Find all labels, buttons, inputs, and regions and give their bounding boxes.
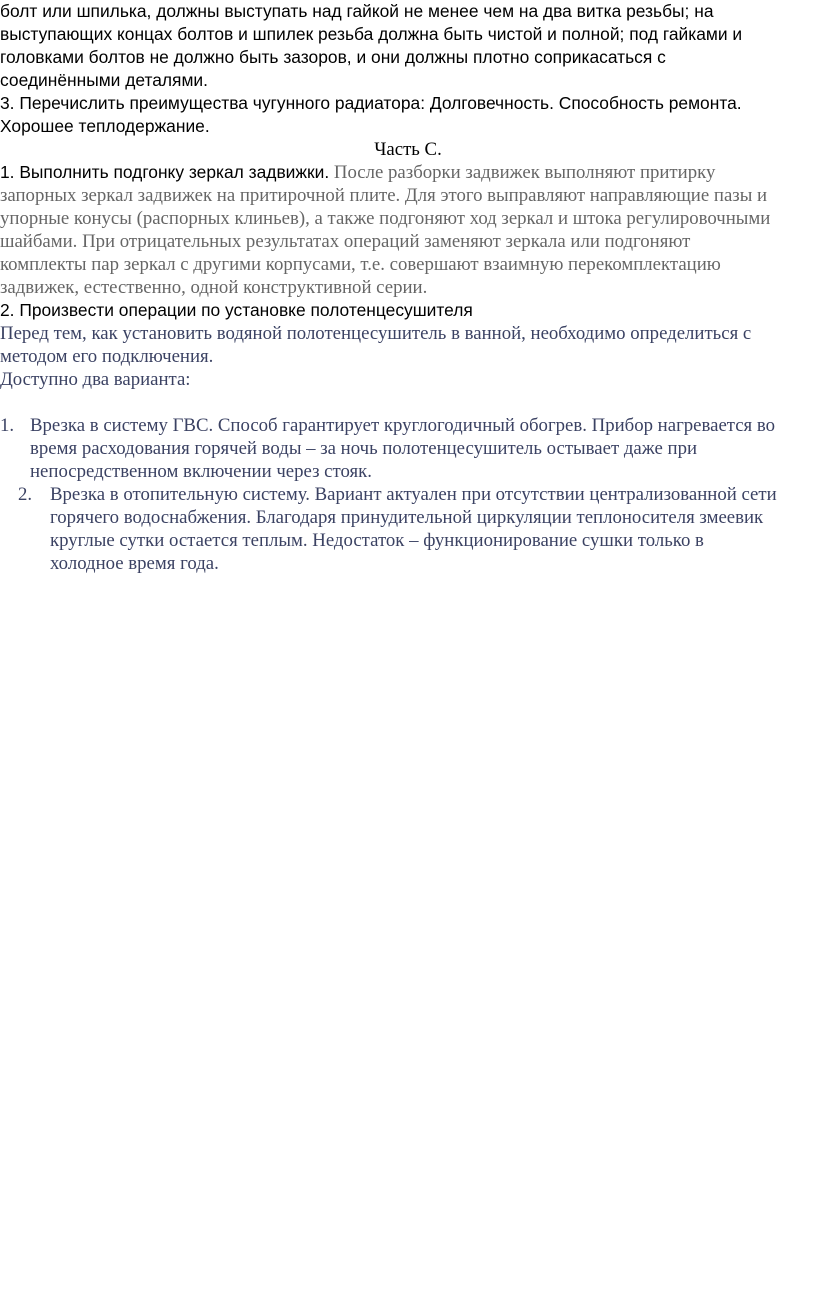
c1-label: 1. Выполнить подгонку зеркал задвижки.: [0, 162, 330, 182]
list-item: [0, 414, 816, 483]
list-item-line: Врезка в отопительную систему. Вариант актуален при отсутствии централизованной сети: [50, 484, 777, 505]
intro-line: выступающих концах болтов и шпилек резьба должна быть чистой и полной; под гайками и: [0, 24, 743, 44]
c1-line: упорные конусы (распорных клиньев), а также подгоняют ход зеркал и штока регулировочными: [0, 208, 771, 229]
c1-paragraph: [0, 161, 816, 299]
list-item-line: время расходования горячей воды – за ночь полотенцесушитель остывает даже при: [30, 438, 698, 459]
list-item-line: непосредственном включении через стояк.: [30, 461, 372, 482]
intro-line: болт или шпилька, должны выступать над гайкой не менее чем на два витка резьбы; на: [0, 1, 714, 21]
list-item-line: горячего водоснабжения. Благодаря принудительной циркуляции теплоносителя змеевик: [50, 507, 764, 528]
list-item-text: [50, 483, 816, 575]
c1-line: задвижек, естественно, одной конструктивной серии.: [0, 277, 428, 298]
item-3-line: 3. Перечислить преимущества чугунного радиатора: Долговечность. Способность ремонта.: [0, 93, 742, 113]
list-item-number: 1.: [0, 415, 15, 436]
list-item-line: круглые сутки остается теплым. Недостаток – функционирование сушки только в: [50, 530, 704, 551]
c2-paragraph: [0, 322, 816, 391]
c2-line: методом его подключения.: [0, 346, 214, 367]
c1-line: шайбами. При отрицательных результатах операций заменяют зеркала или подгоняют: [0, 231, 691, 252]
item-3-paragraph: [0, 92, 816, 138]
c1-line: запорных зеркал задвижек на притирочной плите. Для этого выправляют направляющие пазы и: [0, 185, 768, 206]
list-item: [18, 483, 816, 575]
list-item-line: холодное время года.: [50, 553, 219, 574]
item-3-line: Хорошее теплодержание.: [0, 116, 210, 136]
c2-line: Перед тем, как установить водяной полотенцесушитель в ванной, необходимо определиться с: [0, 323, 752, 344]
intro-line: соединёнными деталями.: [0, 70, 208, 90]
list-item-number: 2.: [18, 484, 33, 505]
list-item-text: [30, 414, 816, 483]
part-heading: Часть С.: [374, 139, 442, 160]
c1-line: После разборки задвижек выполняют притирку: [329, 162, 716, 183]
intro-line: головками болтов не должно быть зазоров, и они должны плотно соприкасаться с: [0, 47, 666, 67]
list-item-line: Врезка в систему ГВС. Способ гарантирует круглогодичный обогрев. Прибор нагревается во: [30, 415, 776, 436]
intro-paragraph: [0, 0, 816, 92]
c1-line: комплекты пар зеркал с другими корпусами, т.е. совершают взаимную перекомплектацию: [0, 254, 721, 275]
c2-line: Доступно два варианта:: [0, 369, 191, 390]
c2-label: 2. Произвести операции по установке полотенцесушителя: [0, 300, 473, 320]
